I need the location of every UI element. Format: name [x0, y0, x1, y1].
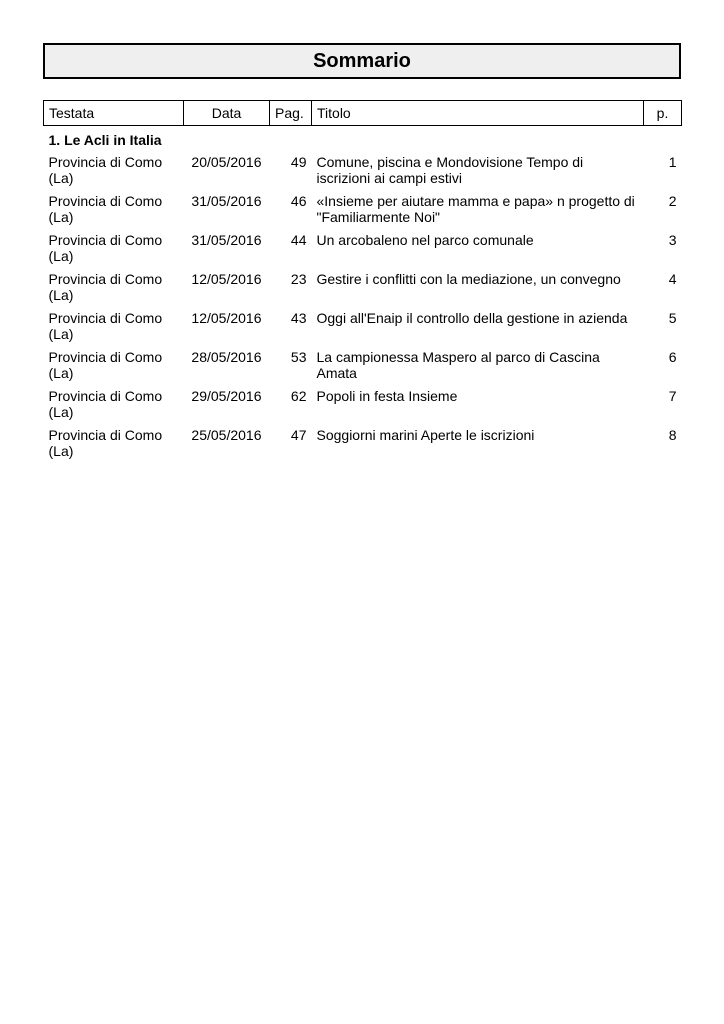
cell-titolo[interactable]: «Insieme per aiutare mamma e papa» n progetto di "Familiarmente Noi" — [316, 193, 635, 225]
cell-data: 25/05/2016 — [191, 427, 262, 443]
cell-pag: 43 — [290, 310, 307, 326]
cell-pag: 46 — [290, 193, 307, 209]
section-row — [44, 126, 682, 155]
header-data: Data — [184, 101, 270, 126]
cell-testata: Provincia di Como (La) — [48, 310, 163, 342]
cell-pag: 23 — [290, 271, 307, 287]
table-row[interactable] — [44, 349, 682, 388]
cell-data: 29/05/2016 — [191, 388, 262, 404]
cell-page-number: 4 — [668, 271, 677, 287]
table-row[interactable] — [44, 388, 682, 427]
cell-data: 12/05/2016 — [191, 271, 262, 287]
cell-testata: Provincia di Como (La) — [48, 349, 163, 381]
header-pag: Pag. — [270, 101, 312, 126]
table-header-row — [44, 101, 682, 126]
cell-page-number: 8 — [668, 427, 677, 443]
cell-page-number: 5 — [668, 310, 677, 326]
cell-testata: Provincia di Como (La) — [48, 271, 163, 303]
cell-testata: Provincia di Como (La) — [48, 427, 163, 459]
cell-page-number: 6 — [668, 349, 677, 365]
cell-pag: 62 — [290, 388, 307, 404]
section-heading: 1. Le Acli in Italia — [48, 132, 162, 148]
cell-testata: Provincia di Como (La) — [48, 388, 163, 420]
cell-titolo[interactable]: Popoli in festa Insieme — [316, 388, 458, 404]
table-row[interactable] — [44, 154, 682, 193]
cell-testata: Provincia di Como (La) — [48, 232, 163, 264]
cell-page-number: 7 — [668, 388, 677, 404]
header-p: p. — [644, 101, 682, 126]
cell-testata: Provincia di Como (La) — [48, 154, 163, 186]
table-row[interactable] — [44, 232, 682, 271]
cell-testata: Provincia di Como (La) — [48, 193, 163, 225]
header-testata: Testata — [44, 101, 184, 126]
cell-pag: 49 — [290, 154, 307, 170]
cell-titolo[interactable]: Oggi all'Enaip il controllo della gestione in azienda — [316, 310, 628, 326]
cell-pag: 53 — [290, 349, 307, 365]
cell-page-number: 2 — [668, 193, 677, 209]
cell-pag: 44 — [290, 232, 307, 248]
cell-page-number: 3 — [668, 232, 677, 248]
cell-titolo[interactable]: Comune, piscina e Mondovisione Tempo di iscrizioni ai campi estivi — [316, 154, 584, 186]
page-title: Sommario — [43, 43, 681, 79]
cell-titolo[interactable]: La campionessa Maspero al parco di Cascina Amata — [316, 349, 600, 381]
cell-data: 28/05/2016 — [191, 349, 262, 365]
cell-data: 31/05/2016 — [191, 232, 262, 248]
cell-data: 31/05/2016 — [191, 193, 262, 209]
table-row[interactable] — [44, 271, 682, 310]
summary-table — [43, 100, 682, 466]
cell-titolo[interactable]: Gestire i conflitti con la mediazione, un convegno — [316, 271, 621, 287]
cell-data: 12/05/2016 — [191, 310, 262, 326]
table-row[interactable] — [44, 427, 682, 466]
cell-page-number: 1 — [668, 154, 677, 170]
header-titolo: Titolo — [312, 101, 644, 126]
cell-data: 20/05/2016 — [191, 154, 262, 170]
table-row[interactable] — [44, 193, 682, 232]
cell-titolo[interactable]: Un arcobaleno nel parco comunale — [316, 232, 534, 248]
cell-titolo[interactable]: Soggiorni marini Aperte le iscrizioni — [316, 427, 535, 443]
table-row[interactable] — [44, 310, 682, 349]
cell-pag: 47 — [290, 427, 307, 443]
